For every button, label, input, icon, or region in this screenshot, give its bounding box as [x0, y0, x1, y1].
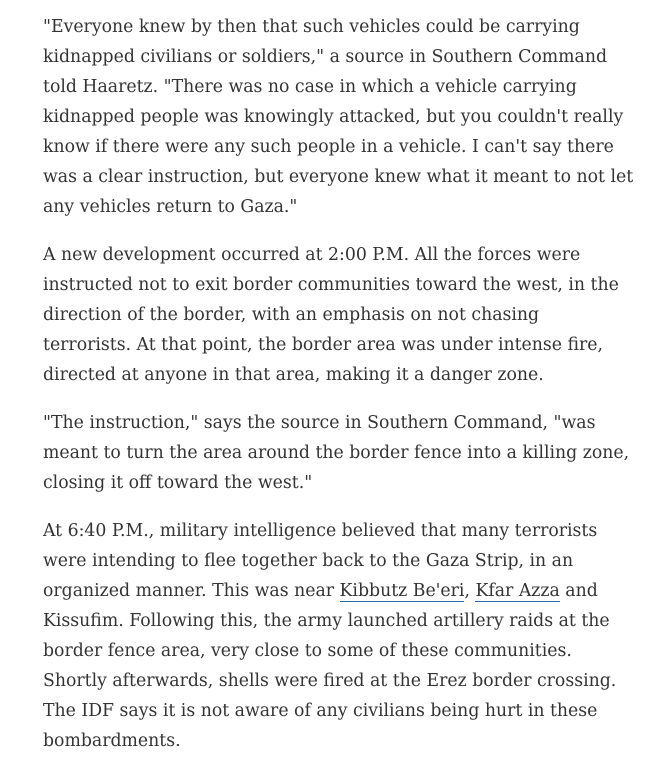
paragraph-line: kidnapped civilians or soldiers," a source in Southern Command	[43, 47, 608, 67]
paragraph-line: directed at anyone in that area, making it a danger zone.	[43, 365, 544, 385]
paragraph-line: "The instruction," says the source in Southern Command, "was	[43, 413, 596, 433]
link-separator-text: ,	[464, 581, 476, 601]
paragraph-1	[43, 12, 634, 222]
paragraph-line: "Everyone knew by then that such vehicles could be carrying	[43, 17, 580, 37]
paragraph-line: meant to turn the area around the border fence into a killing zone,	[43, 443, 630, 463]
paragraph-line: A new development occurred at 2:00 P.M. All the forces were	[43, 245, 581, 265]
paragraph-line: were intending to flee together back to the Gaza Strip, in an	[43, 551, 574, 571]
paragraph-line: terrorists. At that point, the border area was under intense fire,	[43, 335, 604, 355]
paragraph-line: instructed not to exit border communities toward the west, in the	[43, 275, 619, 295]
paragraph-line: Kissufim. Following this, the army launched artillery raids at the	[43, 611, 610, 631]
paragraph-line: any vehicles return to Gaza."	[43, 197, 298, 217]
paragraph-line: bombardments.	[43, 731, 181, 751]
paragraph-line: At 6:40 P.M., military intelligence believed that many terrorists	[43, 521, 598, 541]
paragraph-line: kidnapped people was knowingly attacked, but you couldn't really	[43, 107, 624, 127]
paragraph-line: told Haaretz. "There was no case in which a vehicle carrying	[43, 77, 577, 97]
paragraph-line: border fence area, very close to some of these communities.	[43, 641, 572, 661]
paragraph-line: direction of the border, with an emphasis on not chasing	[43, 305, 540, 325]
paragraph-line: closing it off toward the west."	[43, 473, 313, 493]
link-prefix-text: organized manner. This was near	[43, 581, 340, 601]
paragraph-3	[43, 408, 629, 498]
paragraph-2	[43, 240, 629, 390]
kibbutz-beeri-link[interactable]: Kibbutz Be'eri	[339, 581, 465, 601]
kfar-azza-link[interactable]: Kfar Azza	[475, 581, 560, 601]
paragraph-line-with-links	[43, 576, 629, 606]
paragraph-line: was a clear instruction, but everyone knew what it meant to not let	[43, 167, 634, 187]
paragraph-line: The IDF says it is not aware of any civilians being hurt in these	[43, 701, 598, 721]
paragraph-line: know if there were any such people in a vehicle. I can't say there	[43, 137, 614, 157]
link-suffix-text: and	[559, 581, 598, 601]
paragraph-line: Shortly afterwards, shells were fired at the Erez border crossing.	[43, 671, 617, 691]
article-body	[43, 12, 634, 756]
paragraph-4	[43, 516, 629, 756]
